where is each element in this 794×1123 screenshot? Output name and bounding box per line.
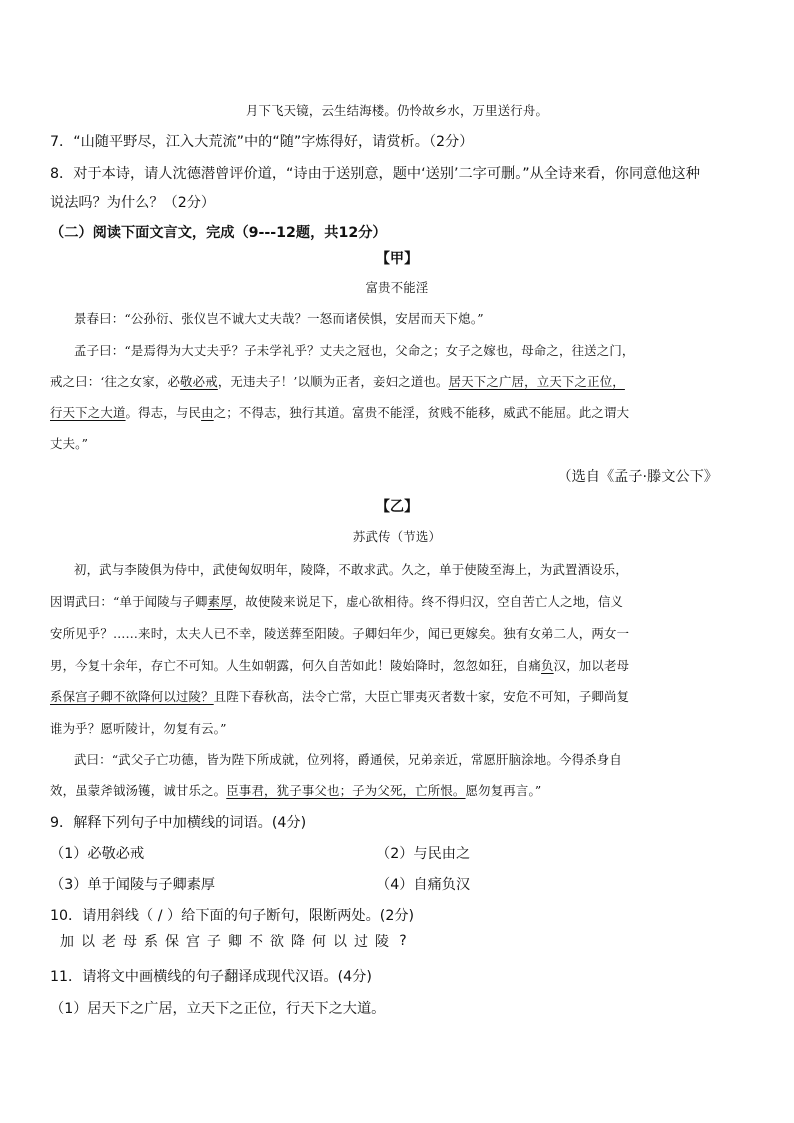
passage-jia-title: 富贵不能淫	[365, 280, 429, 295]
underlined-word: 负	[541, 658, 554, 673]
sentence-char: 陵	[375, 934, 389, 950]
yi-paragraph-1-line5	[50, 687, 629, 705]
underlined-sentence: 臣事君，犹子事父也；子为父死，亡所恨。	[226, 783, 466, 798]
yi-paragraph-1-line4	[50, 656, 629, 674]
question-9-item-2: （2）与民由之	[376, 846, 471, 862]
yi-text: 汉，加以老母	[553, 658, 630, 673]
question-8-line2: 说法吗？为什么？（2分）	[50, 195, 216, 211]
question-11-item-1: （1）居天下之广居，立天下之正位，行天下之大道。	[50, 1001, 386, 1017]
underlined-sentence: 行天下之大道	[50, 405, 126, 420]
question-10: 10．请用斜线（ / ）给下面的句子断句，限断两处。(2分)	[50, 908, 415, 924]
sentence-char: 以	[81, 934, 95, 950]
sentence-char: 老	[102, 934, 116, 950]
jia-paragraph-2-line4: 丈夫。”	[50, 436, 89, 451]
underlined-word: 敬必戒	[180, 374, 218, 389]
yi-paragraph-1-line1: 初，武与李陵俱为侍中，武使匈奴明年，陵降，不敢求武。久之，单于使陵至海上，为武置酒设乐，	[74, 562, 628, 577]
question-9-item-1: （1）必敬必戒	[50, 846, 145, 862]
jia-text: ，无违夫子！’以顺为正者，妾妇之道也。	[217, 374, 449, 389]
sentence-char: 不	[249, 934, 263, 950]
sentence-char: 卿	[228, 934, 242, 950]
question-11: 11．请将文中画横线的句子翻译成现代汉语。(4分)	[50, 969, 372, 985]
yi-paragraph-2-line1: 武曰：“武父子亡功德，皆为陛下所成就，位列将，爵通侯，兄弟亲近，常愿肝脑涂地。今得杀身自	[74, 752, 622, 767]
sentence-char: 保	[165, 934, 179, 950]
sentence-char: ?	[399, 933, 407, 949]
underlined-sentence: 居天下之广居，立天下之正位，	[448, 374, 625, 389]
jia-text: 之；不得志，独行其道。富贵不能淫，贫贱不能移，威武不能屈。此之谓大	[213, 405, 630, 420]
jia-paragraph-2-line1: 孟子曰：“是焉得为大丈夫乎？子未学礼乎？丈夫之冠也，父命之；女子之嫁也，母命之，往送之门，	[74, 343, 635, 358]
question-9-item-4: （4）自痛负汉	[376, 877, 471, 893]
sentence-char: 何	[312, 934, 326, 950]
jia-text: 戒之曰：‘往之女家，必	[50, 374, 181, 389]
underlined-sentence: 系保宫子卿不欲降何以过陵？	[50, 689, 214, 704]
sentence-char: 母	[123, 934, 137, 950]
sentence-char: 子	[207, 934, 221, 950]
jia-paragraph-2-line3	[50, 403, 629, 421]
jia-paragraph-2-line2	[50, 372, 625, 390]
underlined-word: 由	[201, 405, 214, 420]
yi-text: ，故使陵来说足下，虚心欲相待。终不得归汉，空自苦亡人之地，信义	[232, 594, 624, 609]
sentence-char: 系	[144, 934, 158, 950]
passage-jia-label: 【甲】	[375, 251, 419, 267]
yi-paragraph-1-line6: 谁为乎？愿听陵计，勿复有云。”	[50, 721, 227, 736]
jia-text: 。得志，与民	[125, 405, 202, 420]
sentence-char: 宫	[186, 934, 200, 950]
sentence-char: 过	[354, 934, 368, 950]
underlined-word: 素厚	[207, 594, 233, 609]
yi-text: 且陛下春秋高，法令亡常，大臣亡罪夷灭者数十家，安危不可知，子卿尚复	[213, 689, 630, 704]
poem-line: 月下飞天镜，云生结海楼。仍怜故乡水，万里送行舟。	[245, 103, 549, 118]
question-9-item-3: （3）单于闻陵与子卿素厚	[50, 877, 216, 893]
question-8-line1: 8．对于本诗，请人沈德潜曾评价道，“诗由于送别意，题中‘送别’二字可删。”从全诗来看，你同意他这种	[50, 166, 700, 182]
jia-source: （选自《孟子·滕文公下》	[557, 469, 718, 485]
passage-yi-title: 苏武传（节选）	[352, 529, 442, 544]
passage-yi-label: 【乙】	[375, 499, 419, 515]
section-2-heading: （二）阅读下面文言文，完成（9---12题，共12分）	[50, 225, 387, 241]
yi-paragraph-1-line2	[50, 592, 623, 610]
yi-text: 愿勿复再言。”	[465, 783, 542, 798]
sentence-char: 降	[291, 934, 305, 950]
yi-text: 男，今复十余年，存亡不可知。人生如朝露，何久自苦如此！陵始降时，忽忽如狂，自痛	[50, 658, 542, 673]
yi-paragraph-2-line2	[50, 781, 541, 799]
question-10-sentence	[58, 927, 438, 955]
sentence-char: 加	[60, 934, 74, 950]
sentence-char: 以	[333, 934, 347, 950]
jia-paragraph-1: 景春曰：“公孙衍、张仪岂不诚大丈夫哉？一怒而诸侯惧，安居而天下熄。”	[74, 311, 484, 326]
question-7: 7．“山随平野尽，江入大荒流”中的“随”字炼得好，请赏析。（2分）	[50, 134, 474, 150]
yi-paragraph-1-line3: 安所见乎？……来时，太夫人已不幸，陵送葬至阳陵。子卿妇年少，闻已更嫁矣。独有女弟二人，两女一	[50, 626, 630, 641]
yi-text: 因谓武曰：“单于闻陵与子卿	[50, 594, 208, 609]
yi-text: 效，虽蒙斧钺汤镬，诚甘乐之。	[50, 783, 227, 798]
question-9: 9．解释下列句子中加横线的词语。(4分)	[50, 815, 307, 831]
sentence-char: 欲	[270, 934, 284, 950]
